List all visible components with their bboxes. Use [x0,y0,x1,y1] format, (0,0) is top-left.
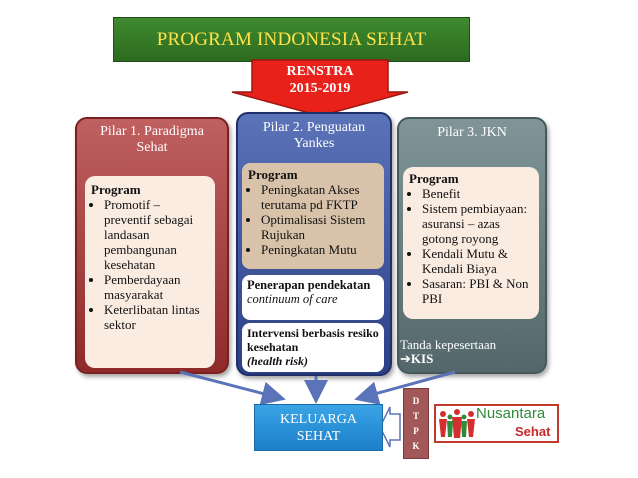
renstra-line1: RENSTRA [286,64,354,79]
dtpk-letter: P [413,426,419,437]
health-risk-italic: (health risk) [247,354,309,368]
kis-text: KIS [410,351,434,366]
kis-membership-text: Tanda kepesertaan [400,337,497,352]
pillar-3-program-label: Program [409,171,459,186]
list-item: • Kendali Mutu & Kendali Biaya [422,246,533,276]
arrow-pillar1-to-keluarga [180,372,280,398]
list-item: • Keterlibatan lintas sektor [104,302,209,332]
arrow-dtpk-to-keluarga [380,407,400,447]
list-item: • Benefit [422,186,533,201]
list-item: • Promotif – preventif sebagai landasan pembangunan kesehatan [104,197,209,272]
dtpk-letter: D [412,395,420,406]
list-item: • Optimalisasi Sistem Rujukan [261,212,378,242]
continuum-of-care-text: Penerapan pendekatan [247,278,371,292]
dtpk-letter: K [412,441,420,452]
list-item: • Sasaran: PBI & Non PBI [422,276,533,306]
logo-word-nusantara: Nusantara [476,405,546,422]
pillar-2-title-line2: Yankes [293,136,335,151]
keluarga-line1: KELUARGA [280,411,357,427]
list-item: • Peningkatan Akses terutama pd FKTP [261,182,378,212]
list-item: • Sistem pembiayaan: asuransi – azas gotong royong [422,201,533,246]
logo-word-sehat: Sehat [515,424,551,439]
pillar-1-title-line1: Pilar 1. Paradigma [100,124,204,139]
people-icon [437,407,477,440]
renstra-period: 2015-2019 [289,81,351,96]
diagram-title-text: PROGRAM INDONESIA SEHAT [156,28,427,50]
health-risk-text: Intervensi berbasis resiko kesehatan [247,326,379,354]
right-arrow-icon: ➔ [400,351,411,366]
pillar-2-program-label: Program [248,167,298,182]
pillar-1-program-label: Program [91,182,141,197]
keluarga-line2: SEHAT [296,428,341,444]
keluarga-sehat-box [254,404,383,451]
pillar-3-title-line1: Pilar 3. JKN [437,125,507,140]
continuum-of-care-italic: continuum of care [247,292,338,306]
pillar-1-title-line2: Sehat [136,140,168,155]
list-item: • Pemberdayaan masyarakat [104,272,209,302]
dtpk-letter: T [412,410,419,421]
list-item: • Peningkatan Mutu [261,242,378,257]
pillar-2-title-line1: Pilar 2. Penguatan [262,120,366,135]
dtpk-box [403,388,429,459]
